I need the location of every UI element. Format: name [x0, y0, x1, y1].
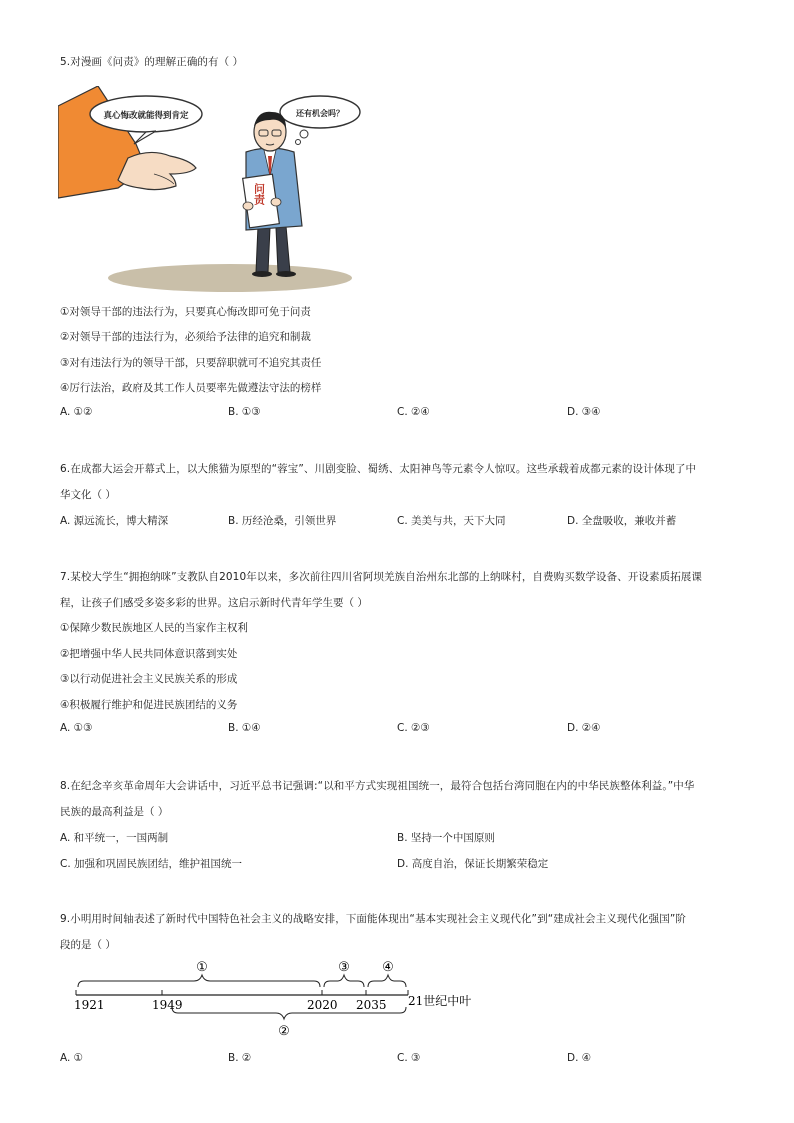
mark-3: ③: [338, 960, 350, 975]
q5-option-b[interactable]: B. ①③: [228, 406, 261, 418]
cartoon-image: [58, 86, 378, 296]
year-2035: 2035: [356, 998, 387, 1012]
q6-stem-line2: 华文化（ ）: [60, 489, 116, 501]
q9-option-a[interactable]: A. ①: [60, 1052, 84, 1064]
q9-option-b[interactable]: B. ②: [228, 1052, 252, 1064]
mark-2: ②: [278, 1024, 290, 1039]
q6-option-b[interactable]: B. 历经沧桑，引领世界: [228, 515, 337, 527]
mark-1: ①: [196, 960, 208, 975]
q8-option-c[interactable]: C. 加强和巩固民族团结，维护祖国统一: [60, 858, 243, 870]
year-2020: 2020: [307, 998, 338, 1012]
q6-option-a[interactable]: A. 源远流长，博大精深: [60, 515, 169, 527]
q9-option-c[interactable]: C. ③: [397, 1052, 421, 1064]
q7-stem-line2: 程，让孩子们感受多姿多彩的世界。这启示新时代青年学生要（ ）: [60, 597, 368, 609]
q5-item-3: ③对有违法行为的领导干部，只要辞职就可不追究其责任: [60, 357, 322, 369]
mark-4: ④: [382, 960, 394, 975]
paper-text: 问责: [252, 183, 266, 205]
brace-3: [324, 975, 364, 987]
q8-option-a[interactable]: A. 和平统一，一国两制: [60, 832, 169, 844]
bubble-left-text: 真心悔改就能得到肯定: [103, 111, 189, 121]
bubble-right-text: 还有机会吗？: [296, 109, 344, 118]
q7-stem-line1: 7.某校大学生“拥抱纳咪”支教队自2010年以来，多次前往四川省阿坝羌族自治州东北部的上纳咪村，自费购买数学设备、开设素质拓展课: [60, 571, 703, 583]
q5-item-1: ①对领导干部的违法行为，只要真心悔改即可免于问责: [60, 306, 311, 318]
q5-stem: 5.对漫画《问责》的理解正确的有（ ）: [60, 56, 244, 68]
q5-item-4: ④厉行法治，政府及其工作人员要率先做遵法守法的榜样: [60, 382, 322, 394]
q9-stem-line1: 9.小明用时间轴表述了新时代中国特色社会主义的战略安排，下面能体现出“基本实现社会主义现代化”到“建成社会主义现代化强国”阶: [60, 913, 686, 925]
q5-option-a[interactable]: A. ①②: [60, 406, 93, 418]
q9-stem-line2: 段的是（ ）: [60, 939, 116, 951]
q5-option-d[interactable]: D. ③④: [567, 406, 601, 418]
brace-4: [368, 975, 406, 987]
q6-option-c[interactable]: C. 美美与共，天下大同: [397, 515, 506, 527]
q6-option-d[interactable]: D. 全盘吸收，兼收并蓄: [567, 515, 677, 527]
q8-stem-line2: 民族的最高利益是（ ）: [60, 806, 169, 818]
q7-option-b[interactable]: B. ①④: [228, 722, 261, 734]
q8-option-d[interactable]: D. 高度自治，保证长期繁荣稳定: [397, 858, 549, 870]
q8-stem-line1: 8.在纪念辛亥革命周年大会讲话中，习近平总书记强调:“以和平方式实现祖国统一，最符合包括台湾同胞在内的中华民族整体利益。”中华: [60, 780, 695, 792]
q7-item-3: ③以行动促进社会主义民族关系的形成: [60, 673, 238, 685]
q9-option-d[interactable]: D. ④: [567, 1052, 592, 1064]
year-1921: 1921: [74, 998, 105, 1012]
q8-option-b[interactable]: B. 坚持一个中国原则: [397, 832, 495, 844]
year-mid-21st-century: 21世纪中叶: [408, 994, 472, 1008]
year-1949: 1949: [152, 998, 183, 1012]
q7-option-a[interactable]: A. ①③: [60, 722, 93, 734]
q7-item-4: ④积极履行维护和促进民族团结的义务: [60, 699, 238, 711]
timeline-diagram: [70, 955, 490, 1050]
q7-option-c[interactable]: C. ②③: [397, 722, 430, 734]
q7-item-1: ①保障少数民族地区人民的当家作主权利: [60, 622, 248, 634]
q7-option-d[interactable]: D. ②④: [567, 722, 601, 734]
q5-item-2: ②对领导干部的违法行为，必须给予法律的追究和制裁: [60, 331, 311, 343]
q5-option-c[interactable]: C. ②④: [397, 406, 430, 418]
q6-stem-line1: 6.在成都大运会开幕式上，以大熊猫为原型的“蓉宝”、川剧变脸、蜀绣、太阳神鸟等元素令人惊叹。这些承载着成都元素的设计体现了中: [60, 463, 697, 475]
brace-1: [78, 975, 320, 987]
q7-item-2: ②把增强中华人民共同体意识落到实处: [60, 648, 238, 660]
